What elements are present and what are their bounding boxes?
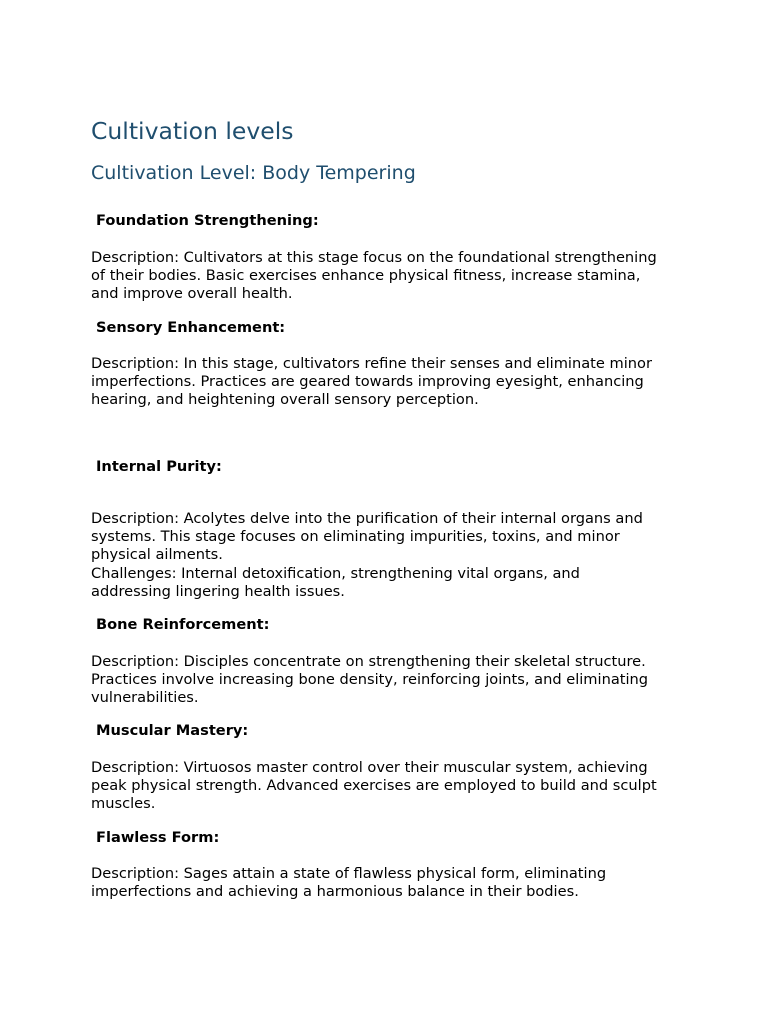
text-line: imperfections and achieving a harmonious balance in their bodies.	[91, 883, 579, 901]
text-line: Practices involve increasing bone density, reinforcing joints, and eliminating	[91, 671, 649, 689]
text-line: Description: Virtuosos master control over their muscular system, achieving	[91, 759, 648, 776]
stage-heading-muscular-mastery: Muscular Mastery:	[96, 722, 249, 739]
text-line: Challenges: Internal detoxification, strengthening vital organs, and	[91, 564, 580, 582]
stage-heading-sensory-enhancement: Sensory Enhancement:	[96, 319, 286, 336]
text-line: Description: Cultivators at this stage focus on the foundational strengthening	[91, 249, 657, 266]
page-title: Cultivation levels	[91, 117, 294, 145]
stage-description-muscular-mastery	[91, 759, 657, 814]
text-line: hearing, and heightening overall sensory perception.	[91, 391, 479, 409]
stage-description-bone-reinforcement	[91, 653, 648, 708]
text-line: physical ailments.	[91, 546, 223, 564]
text-line: of their bodies. Basic exercises enhance physical fitness, increase stamina,	[91, 267, 641, 285]
stage-heading-flawless-form: Flawless Form:	[96, 829, 220, 846]
stage-description-internal-purity	[91, 510, 643, 601]
stage-description-foundation-strengthening	[91, 249, 657, 304]
text-line: imperfections. Practices are geared towards improving eyesight, enhancing	[91, 373, 644, 391]
text-line: systems. This stage focuses on eliminating impurities, toxins, and minor	[91, 528, 620, 546]
stage-description-sensory-enhancement	[91, 355, 652, 410]
text-line: peak physical strength. Advanced exercises are employed to build and sculpt	[91, 777, 657, 795]
text-line: vulnerabilities.	[91, 689, 199, 707]
text-line: Description: Acolytes delve into the purification of their internal organs and	[91, 510, 643, 527]
text-line: muscles.	[91, 795, 156, 813]
stage-heading-foundation-strengthening: Foundation Strengthening:	[96, 212, 319, 229]
stage-description-flawless-form	[91, 865, 606, 901]
text-line: Description: In this stage, cultivators refine their senses and eliminate minor	[91, 355, 652, 372]
text-line: Description: Disciples concentrate on strengthening their skeletal structure.	[91, 653, 646, 670]
text-line: and improve overall health.	[91, 285, 293, 303]
text-line: Description: Sages attain a state of flawless physical form, eliminating	[91, 865, 607, 882]
stage-heading-internal-purity: Internal Purity:	[96, 458, 222, 475]
section-subtitle: Cultivation Level: Body Tempering	[91, 162, 416, 184]
stage-heading-bone-reinforcement: Bone Reinforcement:	[96, 616, 270, 633]
text-line: addressing lingering health issues.	[91, 582, 345, 600]
